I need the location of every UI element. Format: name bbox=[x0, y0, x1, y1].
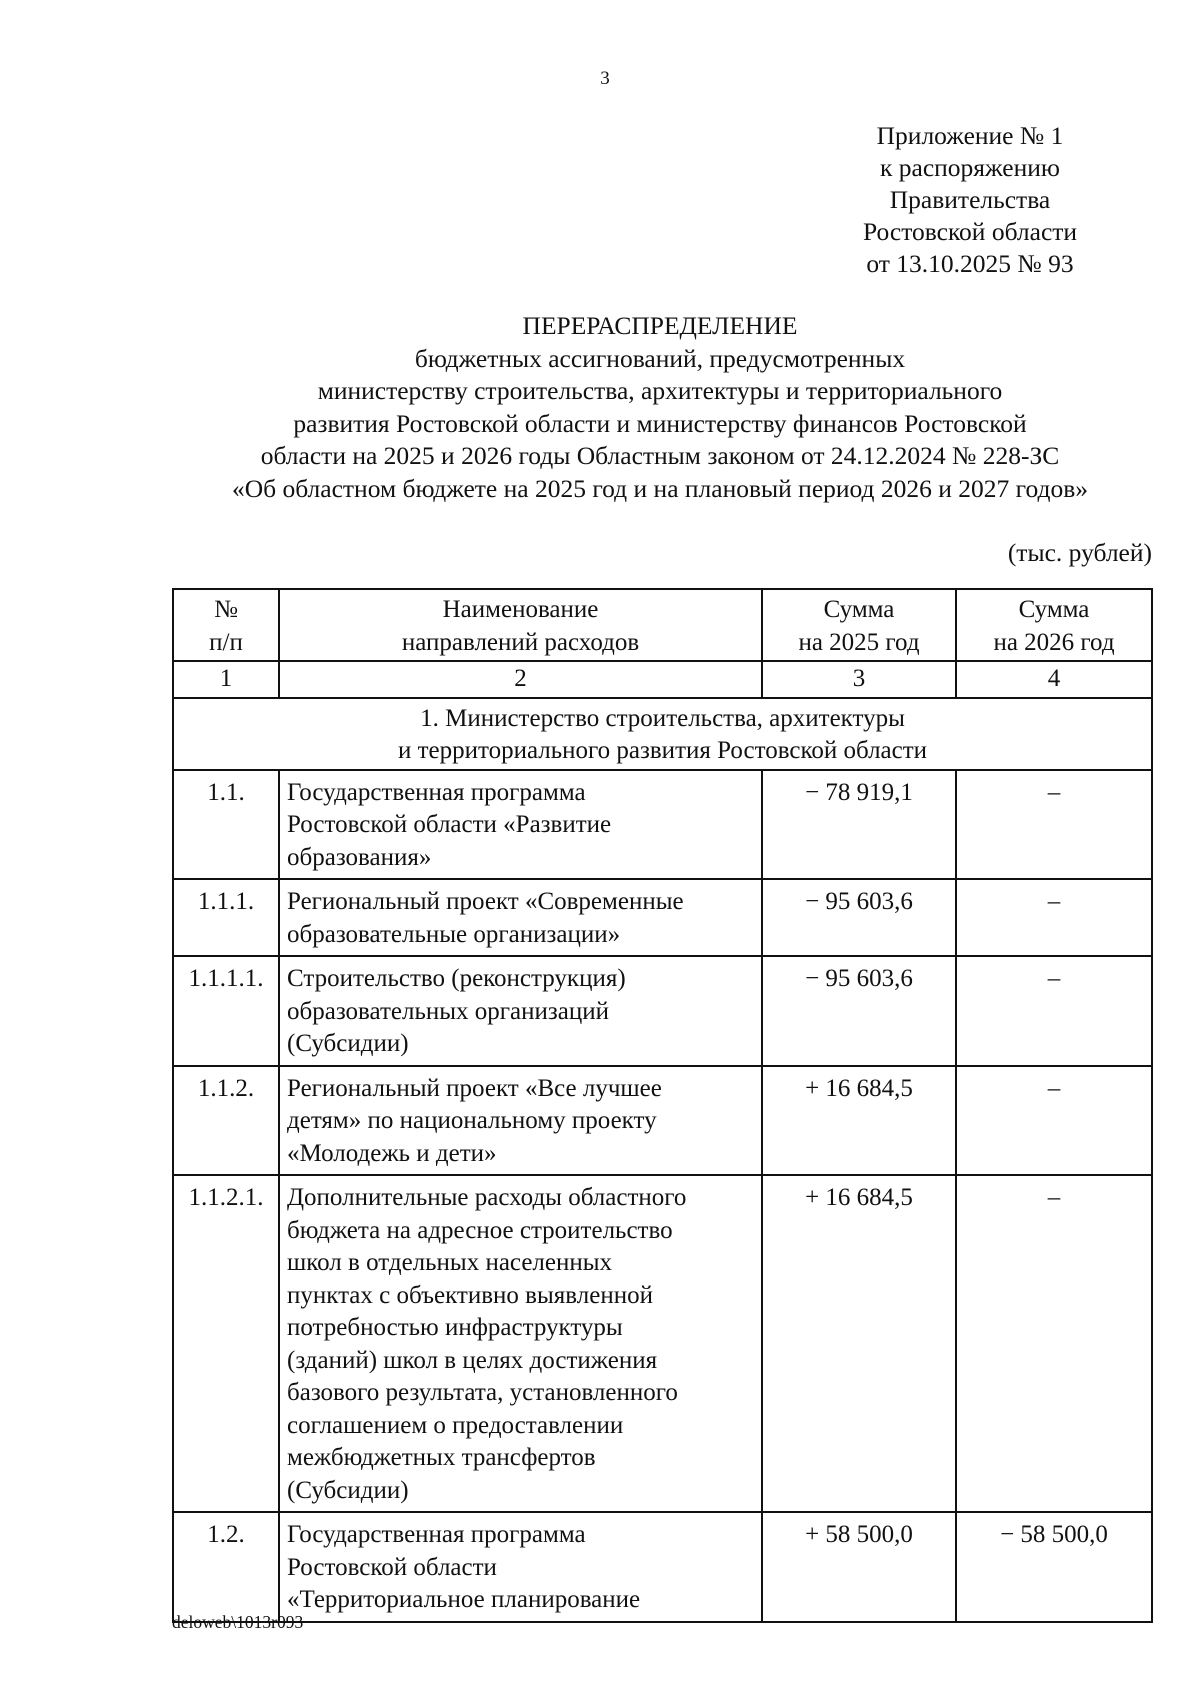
row-sum-2026: – bbox=[956, 770, 1152, 880]
row-sum-2025: + 16 684,5 bbox=[762, 1175, 956, 1512]
header-cell-number bbox=[173, 589, 279, 661]
row-expense-name bbox=[279, 879, 762, 956]
row-number: 1.1.1.1. bbox=[173, 956, 279, 1066]
expense-name-line: школ в отдельных населенных bbox=[287, 1249, 613, 1276]
header-text: п/п bbox=[209, 628, 243, 656]
row-sum-2026: − 58 500,0 bbox=[956, 1512, 1152, 1622]
header-cell-sum-2026 bbox=[956, 589, 1152, 661]
row-expense-name bbox=[279, 1512, 762, 1622]
document-reference-footer: deloweb\1013r093 bbox=[172, 1612, 304, 1632]
table-header-row bbox=[173, 589, 1152, 661]
row-number: 1.1.2. bbox=[173, 1066, 279, 1176]
row-expense-name bbox=[279, 956, 762, 1066]
table-row bbox=[173, 1512, 1152, 1622]
expense-name-line: (зданий) школ в целях достижения bbox=[287, 1346, 658, 1374]
section-line: 1. Министерство строительства, архитектуры bbox=[420, 704, 905, 732]
expense-name-line: Ростовской области «Развитие bbox=[287, 811, 612, 838]
header-text: Сумма bbox=[1018, 596, 1090, 623]
section-line: и территориального развития Ростовской области bbox=[397, 737, 928, 764]
row-expense-name bbox=[279, 770, 762, 880]
header-text: № bbox=[214, 596, 238, 623]
row-expense-name bbox=[279, 1066, 762, 1176]
row-expense-name bbox=[279, 1175, 762, 1512]
header-text: на 2026 год bbox=[993, 628, 1115, 656]
section-row bbox=[173, 698, 1152, 770]
expense-name-line: Государственная программа bbox=[287, 1521, 586, 1548]
expense-name-line: образования» bbox=[287, 843, 432, 871]
title-line: «Об областном бюджете на 2025 год и на плановый период 2026 и 2027 годов» bbox=[231, 473, 1089, 503]
appendix-line: Ростовской области bbox=[862, 217, 1078, 246]
table-row bbox=[173, 956, 1152, 1066]
table-row bbox=[173, 770, 1152, 880]
expense-name-line: потребностью инфраструктуры bbox=[287, 1314, 623, 1341]
title-line: области на 2025 и 2026 годы Областным законом от 24.12.2024 № 228-ЗС bbox=[260, 441, 1060, 471]
expense-name-line: образовательные организации» bbox=[287, 920, 621, 948]
expense-name-line: бюджета на адресное строительство bbox=[287, 1216, 673, 1244]
appendix-line: Приложение № 1 bbox=[876, 121, 1064, 150]
appendix-line: от 13.10.2025 № 93 bbox=[866, 249, 1074, 278]
table-row bbox=[173, 1175, 1152, 1512]
header-text: направлений расходов bbox=[401, 628, 640, 656]
expense-name-line: «Территориальное планирование bbox=[287, 1586, 641, 1613]
column-number: 2 bbox=[279, 661, 762, 698]
section-title bbox=[173, 698, 1152, 770]
row-sum-2025: + 58 500,0 bbox=[762, 1512, 956, 1622]
expense-name-line: Дополнительные расходы областного bbox=[287, 1184, 687, 1211]
expense-name-line: базового результата, установленного bbox=[287, 1379, 678, 1406]
table-row bbox=[173, 879, 1152, 956]
title-line: министерству строительства, архитектуры и территориального bbox=[317, 376, 1003, 406]
header-text: Сумма bbox=[823, 596, 895, 623]
row-number: 1.1.2.1. bbox=[173, 1175, 279, 1512]
column-number: 1 bbox=[173, 661, 279, 698]
column-number: 4 bbox=[956, 661, 1152, 698]
units-label: (тыс. рублей) bbox=[1007, 538, 1152, 567]
expense-name-line: пунктах с объективно выявленной bbox=[287, 1281, 653, 1309]
column-numbers-row bbox=[173, 661, 1152, 698]
row-sum-2025: − 95 603,6 bbox=[762, 956, 956, 1066]
appendix-line: Правительства bbox=[889, 185, 1051, 214]
expense-name-line: соглашением о предоставлении bbox=[287, 1411, 624, 1439]
header-cell-sum-2025 bbox=[762, 589, 956, 661]
header-text: Наименование bbox=[442, 596, 599, 623]
table-row bbox=[173, 1066, 1152, 1176]
header-text: на 2025 год bbox=[798, 628, 920, 656]
row-number: 1.1.1. bbox=[173, 879, 279, 956]
document-title bbox=[160, 310, 1160, 506]
expense-name-line: Ростовской области bbox=[287, 1553, 497, 1581]
column-number: 3 bbox=[762, 661, 956, 698]
row-sum-2026: – bbox=[956, 1175, 1152, 1512]
budget-table bbox=[172, 588, 1153, 1623]
expense-name-line: межбюджетных трансфертов bbox=[287, 1444, 596, 1471]
appendix-reference bbox=[820, 120, 1120, 280]
row-sum-2026: – bbox=[956, 956, 1152, 1066]
title-line: бюджетных ассигнований, предусмотренных bbox=[414, 343, 906, 373]
row-sum-2026: – bbox=[956, 1066, 1152, 1176]
row-sum-2025: + 16 684,5 bbox=[762, 1066, 956, 1176]
expense-name-line: образовательных организаций bbox=[287, 997, 610, 1025]
row-sum-2025: − 95 603,6 bbox=[762, 879, 956, 956]
expense-name-line: (Субсидии) bbox=[287, 1030, 409, 1057]
expense-name-line: Строительство (реконструкция) bbox=[287, 965, 626, 992]
expense-name-line: (Субсидии) bbox=[287, 1476, 409, 1504]
row-sum-2025: − 78 919,1 bbox=[762, 770, 956, 880]
appendix-line: к распоряжению bbox=[880, 153, 1060, 182]
header-cell-name bbox=[279, 589, 762, 661]
expense-name-line: «Молодежь и дети» bbox=[287, 1139, 497, 1167]
title-line: развития Ростовской области и министерству финансов Ростовской bbox=[293, 408, 1027, 438]
row-number: 1.2. bbox=[173, 1512, 279, 1622]
row-sum-2026: – bbox=[956, 879, 1152, 956]
row-number: 1.1. bbox=[173, 770, 279, 880]
expense-name-line: детям» по национальному проекту bbox=[287, 1107, 657, 1134]
expense-name-line: Государственная программа bbox=[287, 778, 586, 806]
page-number: 3 bbox=[600, 68, 610, 89]
expense-name-line: Региональный проект «Современные bbox=[287, 888, 684, 915]
expense-name-line: Региональный проект «Все лучшее bbox=[287, 1074, 662, 1102]
title-heading: ПЕРЕРАСПРЕДЕЛЕНИЕ bbox=[522, 311, 798, 340]
